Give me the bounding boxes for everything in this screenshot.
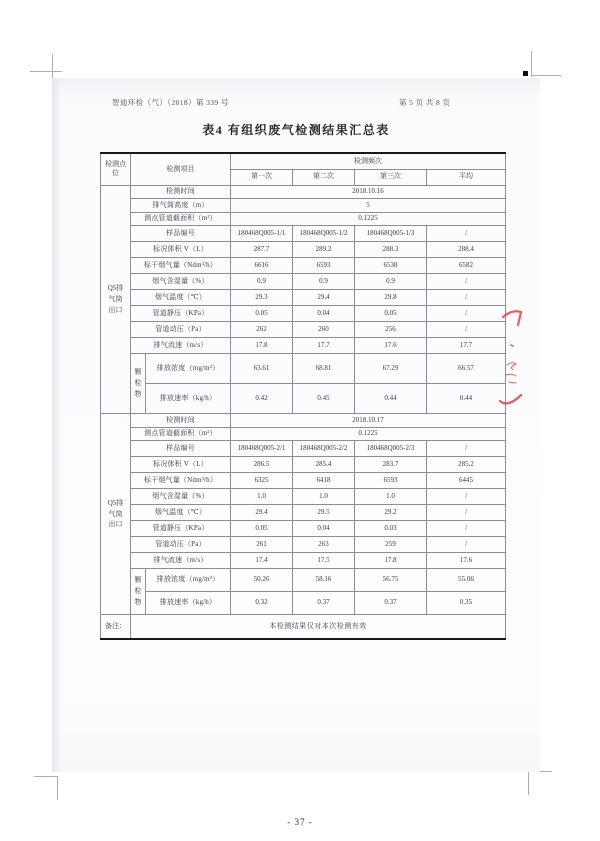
red-stroke-bottom bbox=[500, 395, 521, 403]
table-row bbox=[101, 226, 506, 242]
value-cell: 256 bbox=[355, 322, 427, 338]
table-row bbox=[101, 441, 506, 457]
value-cell: / bbox=[427, 537, 506, 553]
value-cell: 66.57 bbox=[427, 354, 506, 384]
table-row bbox=[101, 306, 506, 322]
value-cell: 67.29 bbox=[355, 354, 427, 384]
table-row bbox=[101, 185, 506, 199]
table-row bbox=[101, 258, 506, 274]
value-cell: 6582 bbox=[427, 258, 506, 274]
monitoring-point-cell bbox=[101, 414, 131, 615]
header-run-avg: 平均 bbox=[427, 169, 506, 185]
row-label: 排放速率（kg/h） bbox=[146, 384, 231, 414]
particulate-line: 物 bbox=[134, 597, 142, 606]
table-row bbox=[101, 384, 506, 414]
value-cell: 262 bbox=[231, 322, 293, 338]
value-cell: 29.2 bbox=[355, 505, 427, 521]
row-label: 排放速率（kg/h） bbox=[146, 592, 231, 615]
table-row bbox=[101, 473, 506, 489]
value-cell: / bbox=[427, 322, 506, 338]
remark-label: 备注： bbox=[101, 615, 131, 639]
scanner-black-square bbox=[523, 71, 528, 76]
particulate-line: 颗 bbox=[134, 368, 142, 377]
value-cell: 289.2 bbox=[293, 242, 355, 258]
table-row bbox=[101, 553, 506, 569]
table-header-row-1 bbox=[101, 153, 506, 169]
page-sheet bbox=[52, 78, 540, 772]
row-label: 标况体积 V（L） bbox=[131, 242, 231, 258]
table-row bbox=[101, 274, 506, 290]
crop-mark-bottom-left-h bbox=[34, 776, 58, 777]
row-label: 管道动压（Pa） bbox=[131, 322, 231, 338]
value-cell: 0.04 bbox=[293, 521, 355, 537]
value-cell: 68.81 bbox=[293, 354, 355, 384]
row-label: 烟气含湿量（%） bbox=[131, 489, 231, 505]
value-cell: 0.45 bbox=[293, 384, 355, 414]
row-label: 管道动压（Pa） bbox=[131, 537, 231, 553]
monitoring-point-cell bbox=[101, 185, 131, 414]
table-row bbox=[101, 457, 506, 473]
header-point: 检测点位 bbox=[101, 153, 131, 185]
results-table bbox=[100, 152, 506, 640]
value-cell: 17.6 bbox=[355, 338, 427, 354]
red-pen-annotation bbox=[496, 300, 540, 415]
value-cell: / bbox=[427, 505, 506, 521]
remark-text: 本检测结果仅对本次检测有效 bbox=[131, 615, 506, 639]
row-label: 标干烟气量（Ndm³/h） bbox=[131, 473, 231, 489]
particulate-line: 粒 bbox=[134, 587, 142, 596]
value-cell: 56.75 bbox=[355, 569, 427, 592]
value-cell: 0.37 bbox=[355, 592, 427, 615]
table-row bbox=[101, 354, 506, 384]
table-row bbox=[101, 489, 506, 505]
crop-mark-bottom-left-v bbox=[57, 776, 58, 800]
table-row bbox=[101, 212, 506, 226]
table-row bbox=[101, 322, 506, 338]
value-cell: 0.44 bbox=[427, 384, 506, 414]
monitoring-point-line: 出口 bbox=[108, 305, 123, 314]
red-dot bbox=[511, 345, 513, 346]
remark-row bbox=[101, 615, 506, 639]
header-run-3: 第三次 bbox=[355, 169, 427, 185]
value-cell: / bbox=[427, 441, 506, 457]
results-table-body bbox=[101, 185, 506, 639]
value-cell: 58.16 bbox=[293, 569, 355, 592]
value-cell: 285.4 bbox=[293, 457, 355, 473]
table-row bbox=[101, 537, 506, 553]
table-row bbox=[101, 414, 506, 428]
row-span-value: 2018.10.17 bbox=[231, 414, 506, 428]
value-cell: 180468Q005-2/2 bbox=[293, 441, 355, 457]
results-table-head bbox=[101, 153, 506, 185]
monitoring-point-line: Q5排 bbox=[107, 283, 124, 292]
value-cell: 286.5 bbox=[231, 457, 293, 473]
table-row bbox=[101, 290, 506, 306]
row-label: 排放浓度（mg/m³） bbox=[146, 354, 231, 384]
value-cell: 17.8 bbox=[231, 338, 293, 354]
value-cell: 29.8 bbox=[355, 290, 427, 306]
value-cell: 17.5 bbox=[293, 553, 355, 569]
value-cell: 29.3 bbox=[231, 290, 293, 306]
value-cell: 180468Q005-1/2 bbox=[293, 226, 355, 242]
value-cell: 29.4 bbox=[231, 505, 293, 521]
table-row bbox=[101, 427, 506, 441]
value-cell: 17.7 bbox=[293, 338, 355, 354]
value-cell: 6325 bbox=[231, 473, 293, 489]
value-cell: 0.32 bbox=[231, 592, 293, 615]
value-cell: / bbox=[427, 290, 506, 306]
row-label: 样品编号 bbox=[131, 441, 231, 457]
value-cell: 287.7 bbox=[231, 242, 293, 258]
value-cell: 0.05 bbox=[231, 521, 293, 537]
value-cell: / bbox=[427, 306, 506, 322]
crop-mark-top-right-h bbox=[531, 75, 561, 76]
value-cell: 1.0 bbox=[293, 489, 355, 505]
value-cell: 261 bbox=[231, 537, 293, 553]
header-item: 检测项目 bbox=[131, 153, 231, 185]
value-cell: 180468Q005-1/3 bbox=[355, 226, 427, 242]
value-cell: 17.8 bbox=[355, 553, 427, 569]
header-run-1: 第一次 bbox=[231, 169, 293, 185]
value-cell: 17.7 bbox=[427, 338, 506, 354]
monitoring-point-line: 出口 bbox=[108, 520, 123, 529]
row-span-value: 0.1225 bbox=[231, 427, 506, 441]
value-cell: 259 bbox=[355, 537, 427, 553]
value-cell: 6445 bbox=[427, 473, 506, 489]
row-label: 排气筒高度（m） bbox=[131, 199, 231, 213]
value-cell: 288.4 bbox=[427, 242, 506, 258]
value-cell: 0.9 bbox=[293, 274, 355, 290]
header-frequency: 检测频次 bbox=[231, 153, 506, 169]
row-label: 标况体积 V（L） bbox=[131, 457, 231, 473]
value-cell: 180468Q005-1/1 bbox=[231, 226, 293, 242]
row-span-value: 0.1225 bbox=[231, 212, 506, 226]
footer-page-number: - 37 - bbox=[287, 817, 313, 827]
document-number: 智迪环检（气）（2018）第 339 号 bbox=[112, 98, 229, 107]
value-cell: 263 bbox=[293, 537, 355, 553]
value-cell: 0.44 bbox=[355, 384, 427, 414]
particulate-group-cell bbox=[131, 354, 146, 414]
crop-mark-top-left-h bbox=[30, 71, 62, 72]
row-label: 烟气温度（℃） bbox=[131, 290, 231, 306]
value-cell: 283.7 bbox=[355, 457, 427, 473]
value-cell: 260 bbox=[293, 322, 355, 338]
value-cell: 0.05 bbox=[231, 306, 293, 322]
value-cell: 0.42 bbox=[231, 384, 293, 414]
row-label: 排气流速（m/s） bbox=[131, 553, 231, 569]
value-cell: 0.35 bbox=[427, 592, 506, 615]
value-cell: 6593 bbox=[355, 473, 427, 489]
value-cell: 1.0 bbox=[355, 489, 427, 505]
value-cell: 0.03 bbox=[355, 521, 427, 537]
row-label: 管道静压（KPa） bbox=[131, 521, 231, 537]
value-cell: / bbox=[427, 226, 506, 242]
table-title: 表4 有组织废气检测结果汇总表 bbox=[202, 123, 390, 137]
row-label: 管道静压（KPa） bbox=[131, 306, 231, 322]
value-cell: 29.4 bbox=[293, 290, 355, 306]
value-cell: 63.61 bbox=[231, 354, 293, 384]
row-label: 标干烟气量（Ndm³/h） bbox=[131, 258, 231, 274]
value-cell: 6418 bbox=[293, 473, 355, 489]
value-cell: 285.2 bbox=[427, 457, 506, 473]
value-cell: 6538 bbox=[355, 258, 427, 274]
particulate-group-cell bbox=[131, 569, 146, 615]
value-cell: 0.04 bbox=[293, 306, 355, 322]
red-stroke-top bbox=[503, 311, 521, 325]
red-scribble bbox=[506, 363, 516, 383]
value-cell: / bbox=[427, 521, 506, 537]
particulate-line: 粒 bbox=[134, 379, 142, 388]
row-label: 检测时间 bbox=[131, 185, 231, 199]
value-cell: 0.05 bbox=[355, 306, 427, 322]
value-cell: 50.26 bbox=[231, 569, 293, 592]
crop-mark-top-left-v bbox=[52, 54, 53, 79]
monitoring-point-line: 气筒 bbox=[108, 509, 123, 518]
table-row bbox=[101, 505, 506, 521]
table-row bbox=[101, 569, 506, 592]
value-cell: 17.4 bbox=[231, 553, 293, 569]
table-row bbox=[101, 592, 506, 615]
table-row bbox=[101, 242, 506, 258]
row-label: 检测时间 bbox=[131, 414, 231, 428]
row-span-value: 5 bbox=[231, 199, 506, 213]
row-label: 烟气含湿量（%） bbox=[131, 274, 231, 290]
page-indicator: 第 5 页 共 8 页 bbox=[399, 98, 451, 107]
crop-mark-top-right-v bbox=[531, 51, 532, 77]
value-cell: 17.6 bbox=[427, 553, 506, 569]
table-row bbox=[101, 338, 506, 354]
row-label: 排放浓度（mg/m³） bbox=[146, 569, 231, 592]
value-cell: / bbox=[427, 274, 506, 290]
row-label: 排气流速（m/s） bbox=[131, 338, 231, 354]
row-label: 样品编号 bbox=[131, 226, 231, 242]
value-cell: 0.37 bbox=[293, 592, 355, 615]
row-label: 测点管道截面积（m²） bbox=[131, 212, 231, 226]
table-row bbox=[101, 199, 506, 213]
value-cell: 0.9 bbox=[231, 274, 293, 290]
header-run-2: 第二次 bbox=[293, 169, 355, 185]
crop-mark-bottom-right-v bbox=[528, 771, 529, 795]
value-cell: / bbox=[427, 489, 506, 505]
value-cell: 180468Q005-2/1 bbox=[231, 441, 293, 457]
table-row bbox=[101, 521, 506, 537]
particulate-line: 颗 bbox=[134, 576, 142, 585]
row-span-value: 2018.10.16 bbox=[231, 185, 506, 199]
value-cell: 55.06 bbox=[427, 569, 506, 592]
value-cell: 288.3 bbox=[355, 242, 427, 258]
value-cell: 1.0 bbox=[231, 489, 293, 505]
row-label: 测点管道截面积（m²） bbox=[131, 427, 231, 441]
particulate-line: 物 bbox=[134, 389, 142, 398]
row-label: 烟气温度（℃） bbox=[131, 505, 231, 521]
value-cell: 6593 bbox=[293, 258, 355, 274]
value-cell: 29.5 bbox=[293, 505, 355, 521]
monitoring-point-line: Q5排 bbox=[107, 498, 124, 507]
monitoring-point-line: 气筒 bbox=[108, 294, 123, 303]
value-cell: 6616 bbox=[231, 258, 293, 274]
value-cell: 0.9 bbox=[355, 274, 427, 290]
value-cell: 180468Q005-2/3 bbox=[355, 441, 427, 457]
